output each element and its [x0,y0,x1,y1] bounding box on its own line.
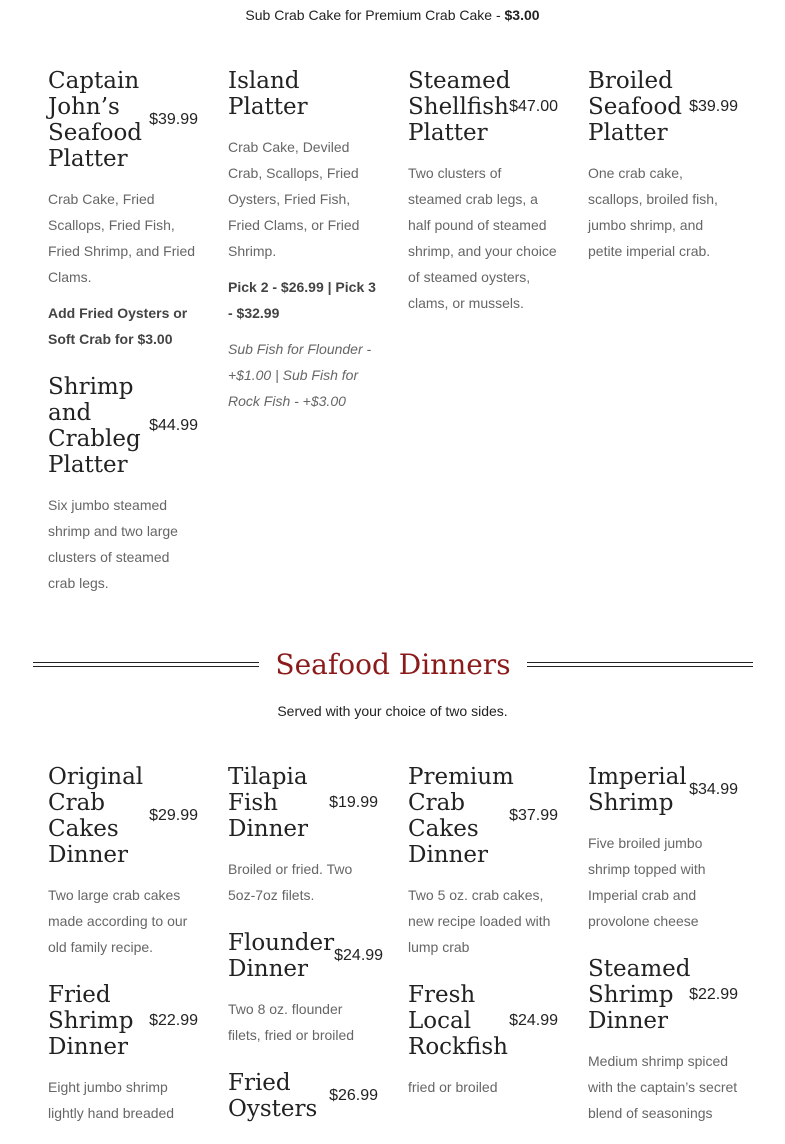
item-description: Broiled or fried. Two 5oz-7oz filets. [228,861,353,903]
sub-crab-cake-text: Sub Crab Cake for Premium Crab Cake - [245,7,505,23]
dinners-column-1 [48,764,198,1144]
platters-column-3 [408,68,558,334]
menu-item [228,764,378,908]
dinners-column-3 [408,764,558,1118]
menu-item [228,68,378,414]
item-name: Tilapia Fish Dinner [228,764,309,842]
item-name: Original Crab Cakes Dinner [48,764,144,868]
menu-item [48,764,198,960]
item-name: Broiled Seafood Platter [588,68,683,146]
platters-column-2 [228,68,378,432]
item-note: Add Fried Oysters or Soft Crab for $3.00 [48,305,188,347]
item-description: One crab cake, scallops, broiled fish, jumbo shrimp, and petite imperial crab. [588,165,718,259]
item-name: Shrimp and Crableg Platter [48,374,141,478]
item-name: Fresh Local Rockfish [408,982,508,1060]
item-price: $19.99 [329,794,378,811]
menu-item [408,982,558,1100]
menu-item [588,764,738,934]
item-price: $24.99 [509,1012,558,1029]
item-price: $37.99 [509,807,558,824]
item-name: Island Platter [228,68,308,120]
menu-item [228,1070,378,1122]
menu-item [48,374,198,596]
menu-item [228,930,384,1048]
item-price: $39.99 [689,98,738,115]
item-price: $22.99 [689,986,738,1003]
heading-rule-right [527,662,753,667]
seafood-dinners-heading [33,644,753,684]
item-price: $39.99 [149,111,198,128]
item-description: Two clusters of steamed crab legs, a half pound of steamed shrimp, and your choice of steamed oysters, clams, or mussels. [408,165,557,311]
item-name: Flounder Dinner [228,930,335,982]
item-name: Captain John’s Seafood Platter [48,68,143,172]
item-price: $22.99 [149,1012,198,1029]
item-description: Eight jumbo shrimp lightly hand breaded [48,1079,175,1121]
item-price: $47.00 [509,98,558,115]
item-description: Medium shrimp spiced with the captain’s secret blend of seasonings [588,1053,738,1121]
menu-item [588,68,738,264]
sub-crab-cake-note [0,7,785,23]
item-description: Two 5 oz. crab cakes, new recipe loaded with lump crab [408,887,551,955]
section-title: Seafood Dinners [275,647,511,681]
menu-item [48,68,198,352]
item-price: $44.99 [149,417,198,434]
heading-rule-left [33,662,259,667]
item-name: Fried Shrimp Dinner [48,982,134,1060]
item-description: Crab Cake, Fried Scallops, Fried Fish, Fried Shrimp, and Fried Clams. [48,191,196,285]
item-note: Pick 2 - $26.99 | Pick 3 - $32.99 [228,279,376,321]
item-price: $26.99 [329,1087,378,1104]
item-name: Premium Crab Cakes Dinner [408,764,514,868]
item-name: Imperial Shrimp [588,764,687,816]
item-description: fried or broiled [408,1079,498,1095]
item-price: $24.99 [334,947,384,964]
menu-item [408,764,558,960]
item-description: Crab Cake, Deviled Crab, Scallops, Fried Oysters, Fried Fish, Fried Clams, or Fried Shrimp. [228,139,360,259]
item-name: Fried Oysters [228,1070,318,1122]
item-description: Five broiled jumbo shrimp topped with Imperial crab and provolone cheese [588,835,706,929]
platters-column-4 [588,68,738,282]
menu-item [408,68,558,316]
platters-column-1 [48,68,198,614]
sub-crab-cake-price: $3.00 [504,7,540,23]
dinners-column-2 [228,764,384,1140]
item-name: Steamed Shrimp Dinner [588,956,691,1034]
section-subtitle: Served with your choice of two sides. [277,703,508,719]
item-price: $29.99 [149,807,198,824]
item-note-italic: Sub Fish for Flounder - +$1.00 | Sub Fish for Rock Fish - +$3.00 [228,341,372,409]
item-price: $34.99 [689,781,738,798]
menu-item [588,956,738,1126]
item-description: Two large crab cakes made according to our old family recipe. [48,887,188,955]
menu-item [48,982,198,1126]
item-description: Six jumbo steamed shrimp and two large clusters of steamed crab legs. [48,497,178,591]
dinners-column-4 [588,764,738,1144]
item-description: Two 8 oz. flounder filets, fried or broiled [228,1001,355,1043]
item-name: Steamed Shellfish Platter [408,68,511,146]
